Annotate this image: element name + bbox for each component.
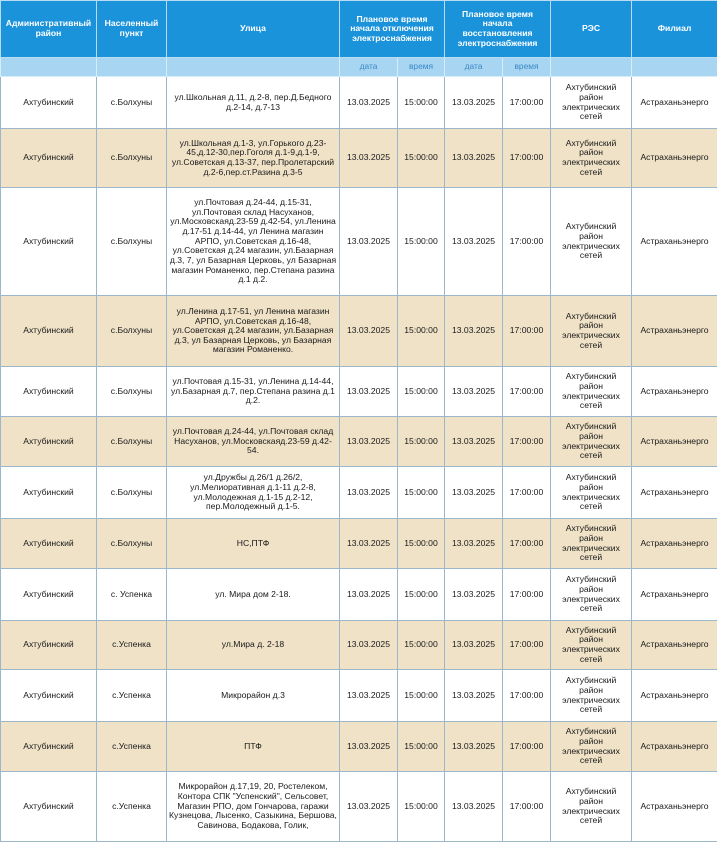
cell-street: ПТФ — [167, 722, 340, 772]
cell-locality: с.Успенка — [97, 670, 167, 722]
cell-start-time: 15:00:00 — [398, 569, 445, 621]
cell-district: Ахтубинский — [1, 772, 97, 842]
cell-end-date: 13.03.2025 — [445, 188, 503, 296]
cell-start-time: 15:00:00 — [398, 467, 445, 519]
cell-branch: Астраханьэнерго — [632, 569, 717, 621]
cell-district: Ахтубинский — [1, 77, 97, 129]
cell-district: Ахтубинский — [1, 296, 97, 367]
cell-district: Ахтубинский — [1, 621, 97, 670]
cell-res: Ахтубинский район электрических сетей — [551, 621, 632, 670]
cell-start-date: 13.03.2025 — [340, 519, 398, 569]
cell-end-date: 13.03.2025 — [445, 621, 503, 670]
cell-street: ул.Школьная д.11, д.2-8, пер.Д.Бедного д.2-14, д.7-13 — [167, 77, 340, 129]
cell-locality: с.Болхуны — [97, 296, 167, 367]
cell-end-time: 17:00:00 — [503, 772, 551, 842]
cell-end-time: 17:00:00 — [503, 417, 551, 467]
cell-res: Ахтубинский район электрических сетей — [551, 77, 632, 129]
cell-end-date: 13.03.2025 — [445, 722, 503, 772]
table-row — [1, 129, 717, 188]
cell-street: НС,ПТФ — [167, 519, 340, 569]
cell-start-time: 15:00:00 — [398, 519, 445, 569]
cell-end-date: 13.03.2025 — [445, 670, 503, 722]
cell-start-time: 15:00:00 — [398, 367, 445, 417]
table-subheader-row — [1, 58, 717, 77]
cell-district: Ахтубинский — [1, 670, 97, 722]
table-row — [1, 417, 717, 467]
table-row — [1, 519, 717, 569]
cell-locality: с.Болхуны — [97, 129, 167, 188]
cell-res: Ахтубинский район электрических сетей — [551, 188, 632, 296]
table-header-row — [1, 1, 717, 58]
cell-end-date: 13.03.2025 — [445, 129, 503, 188]
cell-start-date: 13.03.2025 — [340, 367, 398, 417]
cell-end-date: 13.03.2025 — [445, 569, 503, 621]
cell-street: ул.Школьная д.1-3, ул.Горького д.23-45,д.12-30,пер.Гоголя д.1-9,д.1-9, ул.Советская д.13-37, пер.Пролетарский д.2-6,пер.ст.Разина д.3-5 — [167, 129, 340, 188]
cell-start-date: 13.03.2025 — [340, 129, 398, 188]
cell-res: Ахтубинский район электрических сетей — [551, 467, 632, 519]
cell-start-time: 15:00:00 — [398, 188, 445, 296]
cell-start-time: 15:00:00 — [398, 772, 445, 842]
cell-street: ул.Почтовая д.24-44, ул.Почтовая склад Насуханов, ул.Московскаяд.23-59 д.42-54. — [167, 417, 340, 467]
cell-street: Микрорайон д.3 — [167, 670, 340, 722]
cell-end-time: 17:00:00 — [503, 467, 551, 519]
cell-start-date: 13.03.2025 — [340, 296, 398, 367]
table-row — [1, 296, 717, 367]
table-row — [1, 722, 717, 772]
subheader-empty — [97, 58, 167, 77]
cell-end-date: 13.03.2025 — [445, 296, 503, 367]
cell-end-time: 17:00:00 — [503, 519, 551, 569]
cell-start-time: 15:00:00 — [398, 670, 445, 722]
cell-district: Ахтубинский — [1, 722, 97, 772]
cell-start-date: 13.03.2025 — [340, 722, 398, 772]
cell-street: Микрорайон д.17,19, 20, Ростелеком, Контора СПК "Успенский", Сельсовет, Магазин РПО, дом Гончарова, гаражи Кузнецова, Лысенко, Сазыкина, Бершова, Савинова, Бодакова, Голик, — [167, 772, 340, 842]
cell-locality: с.Болхуны — [97, 467, 167, 519]
cell-start-time: 15:00:00 — [398, 621, 445, 670]
cell-end-date: 13.03.2025 — [445, 467, 503, 519]
cell-res: Ахтубинский район электрических сетей — [551, 519, 632, 569]
cell-end-time: 17:00:00 — [503, 367, 551, 417]
cell-end-time: 17:00:00 — [503, 129, 551, 188]
subheader-end-date: дата — [445, 58, 503, 77]
header-res: РЭС — [551, 1, 632, 58]
cell-end-date: 13.03.2025 — [445, 417, 503, 467]
cell-end-time: 17:00:00 — [503, 670, 551, 722]
cell-end-date: 13.03.2025 — [445, 772, 503, 842]
cell-district: Ахтубинский — [1, 367, 97, 417]
subheader-empty — [551, 58, 632, 77]
subheader-start-date: дата — [340, 58, 398, 77]
cell-branch: Астраханьэнерго — [632, 188, 717, 296]
cell-res: Ахтубинский район электрических сетей — [551, 772, 632, 842]
cell-branch: Астраханьэнерго — [632, 77, 717, 129]
cell-locality: с.Успенка — [97, 722, 167, 772]
cell-street: ул.Мира д. 2-18 — [167, 621, 340, 670]
table-row — [1, 621, 717, 670]
cell-end-time: 17:00:00 — [503, 569, 551, 621]
cell-locality: с.Болхуны — [97, 188, 167, 296]
header-street: Улица — [167, 1, 340, 58]
table-row — [1, 772, 717, 842]
cell-start-date: 13.03.2025 — [340, 670, 398, 722]
cell-locality: с. Успенка — [97, 569, 167, 621]
cell-branch: Астраханьэнерго — [632, 519, 717, 569]
cell-street: ул.Дружбы д.26/1 д.26/2, ул.Мелиоративная д.1-11 д.2-8, ул.Молодежная д.1-15 д.2-12, пер.Молодежный д.1-5. — [167, 467, 340, 519]
cell-end-time: 17:00:00 — [503, 296, 551, 367]
cell-end-time: 17:00:00 — [503, 722, 551, 772]
subheader-empty — [1, 58, 97, 77]
cell-district: Ахтубинский — [1, 129, 97, 188]
cell-start-time: 15:00:00 — [398, 129, 445, 188]
cell-start-date: 13.03.2025 — [340, 772, 398, 842]
table-body — [1, 77, 717, 842]
cell-end-time: 17:00:00 — [503, 188, 551, 296]
cell-res: Ахтубинский район электрических сетей — [551, 569, 632, 621]
table-row — [1, 367, 717, 417]
cell-locality: с.Успенка — [97, 621, 167, 670]
subheader-start-time: время — [398, 58, 445, 77]
cell-end-time: 17:00:00 — [503, 621, 551, 670]
cell-locality: с.Успенка — [97, 772, 167, 842]
cell-end-date: 13.03.2025 — [445, 519, 503, 569]
cell-res: Ахтубинский район электрических сетей — [551, 417, 632, 467]
cell-district: Ахтубинский — [1, 417, 97, 467]
header-end-group: Плановое время начала восстановления электроснабжения — [445, 1, 551, 58]
cell-branch: Астраханьэнерго — [632, 722, 717, 772]
table-row — [1, 77, 717, 129]
table-row — [1, 188, 717, 296]
table-row — [1, 569, 717, 621]
cell-street: ул.Почтовая д.15-31, ул.Ленина д.14-44, ул.Базарная д.7, пер.Степана разина д.1 д.2. — [167, 367, 340, 417]
cell-res: Ахтубинский район электрических сетей — [551, 129, 632, 188]
cell-street: ул. Мира дом 2-18. — [167, 569, 340, 621]
cell-start-date: 13.03.2025 — [340, 467, 398, 519]
subheader-empty — [167, 58, 340, 77]
header-district: Административный район — [1, 1, 97, 58]
cell-branch: Астраханьэнерго — [632, 367, 717, 417]
cell-start-date: 13.03.2025 — [340, 77, 398, 129]
cell-branch: Астраханьэнерго — [632, 467, 717, 519]
cell-district: Ахтубинский — [1, 569, 97, 621]
cell-district: Ахтубинский — [1, 188, 97, 296]
cell-locality: с.Болхуны — [97, 77, 167, 129]
cell-end-date: 13.03.2025 — [445, 77, 503, 129]
cell-street: ул.Ленина д.17-51, ул Ленина магазин АРПО, ул.Советская д.16-48, ул.Советская д.24 магазин, ул.Базарная д.3, ул Базарная Церковь, ул Базарная магазин Романенко. — [167, 296, 340, 367]
cell-res: Ахтубинский район электрических сетей — [551, 367, 632, 417]
cell-branch: Астраханьэнерго — [632, 129, 717, 188]
cell-start-time: 15:00:00 — [398, 296, 445, 367]
cell-end-time: 17:00:00 — [503, 77, 551, 129]
table-row — [1, 467, 717, 519]
table-row — [1, 670, 717, 722]
cell-end-date: 13.03.2025 — [445, 367, 503, 417]
header-branch: Филиал — [632, 1, 717, 58]
cell-res: Ахтубинский район электрических сетей — [551, 296, 632, 367]
header-start-group: Плановое время начала отключения электроснабжения — [340, 1, 445, 58]
cell-district: Ахтубинский — [1, 519, 97, 569]
cell-start-time: 15:00:00 — [398, 417, 445, 467]
cell-start-date: 13.03.2025 — [340, 188, 398, 296]
cell-locality: с.Болхуны — [97, 417, 167, 467]
cell-start-time: 15:00:00 — [398, 722, 445, 772]
cell-start-date: 13.03.2025 — [340, 417, 398, 467]
cell-start-date: 13.03.2025 — [340, 621, 398, 670]
subheader-empty — [632, 58, 717, 77]
subheader-end-time: время — [503, 58, 551, 77]
cell-res: Ахтубинский район электрических сетей — [551, 722, 632, 772]
header-locality: Населенный пункт — [97, 1, 167, 58]
cell-start-date: 13.03.2025 — [340, 569, 398, 621]
cell-branch: Астраханьэнерго — [632, 621, 717, 670]
cell-locality: с.Болхуны — [97, 519, 167, 569]
cell-street: ул.Почтовая д.24-44, д.15-31, ул.Почтовая склад Насуханов, ул.Московскаяд.23-59 д.42-54, ул.Ленина д.17-51 д.14-44, ул Ленина магазин АРПО, ул.Советская д.16-48, ул.Советская д.24 магазин, ул.Базарная д.3, 7, ул Базарная Церковь, ул Базарная магазин Романенко, пер.Степана разина д.1 д.2. — [167, 188, 340, 296]
cell-locality: с.Болхуны — [97, 367, 167, 417]
cell-branch: Астраханьэнерго — [632, 772, 717, 842]
cell-start-time: 15:00:00 — [398, 77, 445, 129]
cell-branch: Астраханьэнерго — [632, 296, 717, 367]
cell-branch: Астраханьэнерго — [632, 670, 717, 722]
cell-district: Ахтубинский — [1, 467, 97, 519]
cell-res: Ахтубинский район электрических сетей — [551, 670, 632, 722]
cell-branch: Астраханьэнерго — [632, 417, 717, 467]
